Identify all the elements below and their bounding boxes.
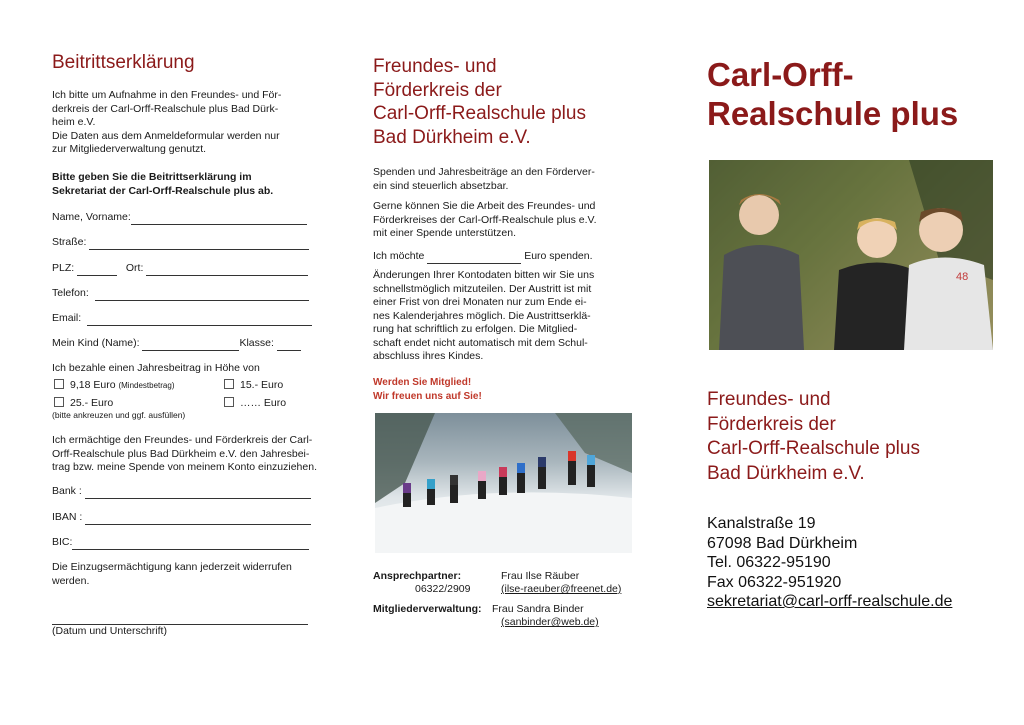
iban-line[interactable] <box>85 513 311 525</box>
class-label: Klasse: <box>239 337 274 349</box>
tax-line: ein sind steuerlich absetzbar. <box>373 179 509 192</box>
ski-scene-icon <box>375 413 632 553</box>
fee-option-custom[interactable] <box>224 397 286 411</box>
sepa-line: Orff-Realschule plus Bad Dürkheim e.V. den Jahresbei- <box>52 447 310 460</box>
change-line: abschluss ihres Kindes. <box>373 350 484 362</box>
signature-label: (Datum und Unterschrift) <box>52 625 167 637</box>
account-change-note <box>373 269 594 364</box>
bank-label: Bank : <box>52 485 82 497</box>
bank-line[interactable] <box>85 487 311 499</box>
submission-note <box>52 171 273 198</box>
support-line: Gerne können Sie die Arbeit des Freundes- und <box>373 200 596 212</box>
students-photo <box>709 160 993 350</box>
fee-option-15[interactable] <box>224 379 283 393</box>
association-line: Freundes- und <box>707 389 831 410</box>
tax-line: Spenden und Jahresbeiträge an den Förderver- <box>373 166 595 178</box>
phone-field[interactable] <box>52 287 309 301</box>
contact-label: Ansprechpartner: <box>373 570 462 582</box>
intro-line: Ich bitte um Aufnahme in den Freundes- und För- <box>52 89 282 101</box>
street-field[interactable] <box>52 236 309 250</box>
name-field[interactable] <box>52 211 307 225</box>
heading-line: Bad Dürkheim e.V. <box>373 126 531 148</box>
change-line: rung hat schriftlich zu erfolgen. Die Mitglied- <box>373 323 578 335</box>
email-line[interactable] <box>87 314 312 326</box>
school-name <box>707 55 958 133</box>
contact-block <box>373 570 635 596</box>
checkbox-icon[interactable] <box>54 379 64 389</box>
call-to-action <box>373 376 482 404</box>
school-email-link[interactable]: sekretariat@carl-orff-realschule.de <box>707 593 953 610</box>
students-scene-icon <box>709 160 993 350</box>
heading-line: Carl-Orff-Realschule plus <box>373 103 586 124</box>
fee-hint: (bitte ankreuzen und ggf. ausfüllen) <box>52 410 186 420</box>
plz-line[interactable] <box>77 264 117 276</box>
fee-intro: Ich bezahle einen Jahresbeitrag in Höhe von <box>52 362 260 374</box>
plz-label: PLZ: <box>52 262 75 274</box>
plz-ort-field[interactable] <box>52 262 308 276</box>
ort-label: Ort: <box>125 262 144 274</box>
intro-text <box>52 89 281 157</box>
donation-pre: Ich möchte <box>373 250 425 262</box>
class-line[interactable] <box>277 339 301 351</box>
cta-line: Werden Sie Mitglied! <box>373 377 472 388</box>
revoke-line: werden. <box>52 574 90 587</box>
school-name-line: Carl-Orff- <box>707 56 854 93</box>
fee-option-label: 25.- Euro <box>70 397 114 409</box>
phone-label: Telefon: <box>52 287 89 299</box>
phone-number: Tel. 06322-95190 <box>707 554 831 571</box>
association-line: Förderkreis der <box>707 413 836 435</box>
fee-option-label: …… Euro <box>240 397 287 409</box>
street-label: Straße: <box>52 236 87 248</box>
association-heading <box>373 55 586 149</box>
contact-name: Frau Ilse Räuber <box>501 570 580 582</box>
address-city: 67098 Bad Dürkheim <box>707 534 858 552</box>
heading-line: Freundes- und <box>373 56 497 77</box>
fee-option-label: 9,18 Euro <box>70 379 116 391</box>
svg-text:48: 48 <box>956 271 969 283</box>
sepa-mandate <box>52 434 317 475</box>
association-line: Bad Dürkheim e.V. <box>707 462 865 484</box>
revoke-note <box>52 561 292 588</box>
change-line: Änderungen Ihrer Kontodaten bitten wir Sie uns <box>373 269 595 281</box>
admin-email-link[interactable]: (sanbinder@web.de) <box>501 616 599 628</box>
sepa-line: Ich ermächtige den Freundes- und Förderkreis der Carl- <box>52 434 313 446</box>
heading-line: Förderkreis der <box>373 79 502 101</box>
fee-option-918[interactable] <box>54 379 175 393</box>
association-name <box>707 388 920 486</box>
bic-field[interactable] <box>52 536 309 550</box>
fee-option-25[interactable] <box>54 397 113 411</box>
intro-line: Die Daten aus dem Anmeldeformular werden nur <box>52 129 280 142</box>
revoke-line: Die Einzugsermächtigung kann jederzeit widerrufen <box>52 561 292 573</box>
address-block <box>707 514 952 612</box>
donation-post: Euro spenden. <box>524 250 593 262</box>
child-line[interactable] <box>142 339 239 351</box>
support-line: mit einer Spende unterstützen. <box>373 227 517 239</box>
support-note <box>373 200 597 241</box>
admin-block <box>373 603 635 629</box>
checkbox-icon[interactable] <box>54 397 64 407</box>
change-line: schnellstmöglich mitzuteilen. Der Austritt ist mit <box>373 282 592 295</box>
change-line: nes Kalenderjahres möglich. Die Austrittserklä- <box>373 309 591 322</box>
support-line: Förderkreises der Carl-Orff-Realschule plus e.V. <box>373 213 597 226</box>
fee-option-label: 15.- Euro <box>240 379 284 391</box>
association-line: Carl-Orff-Realschule plus <box>707 438 920 459</box>
street-line[interactable] <box>89 238 309 250</box>
intro-line: heim e.V. <box>52 116 96 128</box>
checkbox-icon[interactable] <box>224 397 234 407</box>
admin-name: Frau Sandra Binder <box>492 603 584 615</box>
phone-line[interactable] <box>95 289 309 301</box>
admin-label: Mitgliederverwaltung: <box>373 603 482 615</box>
ort-line[interactable] <box>146 264 308 276</box>
form-title: Beitrittserklärung <box>52 52 195 73</box>
name-line[interactable] <box>131 213 307 225</box>
donation-line[interactable] <box>427 252 521 264</box>
intro-line: derkreis der Carl-Orff-Realschule plus Bad Dürk- <box>52 102 279 115</box>
child-label: Mein Kind (Name): <box>52 337 140 349</box>
bank-field[interactable] <box>52 485 311 499</box>
change-line: einer Frist von drei Monaten nur zum Ende ei- <box>373 296 587 308</box>
signature-line[interactable] <box>52 614 308 625</box>
sepa-line: trag bzw. meine Spende von meinem Konto einzuziehen. <box>52 461 317 473</box>
contact-phone: 06322/2909 <box>415 583 471 595</box>
iban-field[interactable] <box>52 511 311 525</box>
fax-number: Fax 06322-951920 <box>707 573 842 591</box>
note-line: Bitte geben Sie die Beitrittserklärung im <box>52 171 252 183</box>
ski-group-photo <box>375 413 632 553</box>
cta-line: Wir freuen uns auf Sie! <box>373 391 482 402</box>
iban-label: IBAN : <box>52 511 83 523</box>
change-line: schaft endet nicht automatisch mit dem Schul- <box>373 336 588 349</box>
intro-line: zur Mitgliederverwaltung genutzt. <box>52 143 207 155</box>
note-line: Sekretariat der Carl-Orff-Realschule plus ab. <box>52 184 274 197</box>
fee-option-note: (Mindestbetrag) <box>118 381 175 390</box>
email-label: Email: <box>52 312 82 324</box>
tax-note <box>373 166 595 193</box>
child-field[interactable] <box>52 337 301 351</box>
school-name-line: Realschule plus <box>707 95 959 132</box>
checkbox-icon[interactable] <box>224 379 234 389</box>
contact-email-link[interactable]: (ilse-raeuber@freenet.de) <box>501 583 622 595</box>
donation-field[interactable] <box>373 250 593 264</box>
bic-label: BIC: <box>52 536 73 548</box>
name-label: Name, Vorname: <box>52 211 131 223</box>
bic-line[interactable] <box>72 538 309 550</box>
address-street: Kanalstraße 19 <box>707 515 816 532</box>
email-field[interactable] <box>52 312 312 326</box>
